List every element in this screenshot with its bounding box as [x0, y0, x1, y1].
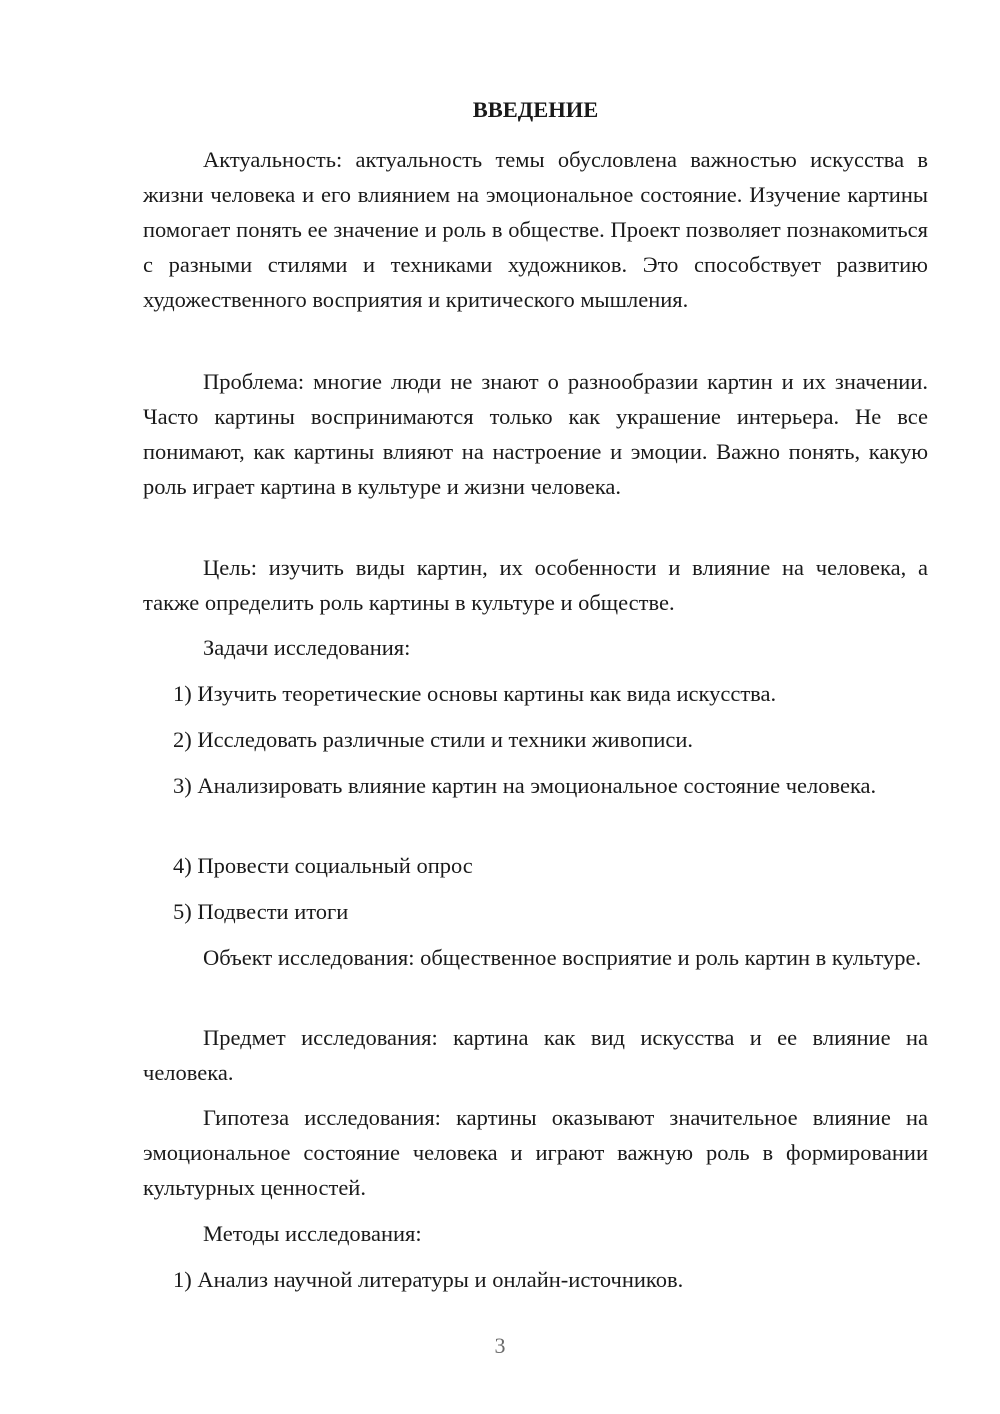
method-item: 1) Анализ научной литературы и онлайн-источников.	[173, 1267, 684, 1292]
relevance-paragraph: Актуальность: актуальность темы обусловлена важностью искусства в жизни человека и его влиянием на эмоциональное состояние. Изучение картины помогает понять ее значение и роль в обществе. Проект позволяет познакомиться с разными стилями и техниками художников. Это способствует развитию художественного восприятия и критического мышления.	[143, 147, 928, 312]
task-item: 5) Подвести итоги	[173, 899, 349, 924]
task-item: 4) Провести социальный опрос	[173, 853, 473, 878]
page-title: ВВЕДЕНИЕ	[472, 97, 599, 122]
task-item: 1) Изучить теоретические основы картины как вида искусства.	[173, 681, 777, 706]
methods-heading: Методы исследования:	[203, 1221, 422, 1246]
goal-paragraph: Цель: изучить виды картин, их особенности и влияние на человека, а также определить роль картины в культуре и обществе.	[143, 555, 928, 615]
task-item: 2) Исследовать различные стили и техники живописи.	[173, 727, 694, 752]
problem-paragraph: Проблема: многие люди не знают о разнообразии картин и их значении. Часто картины воспринимаются только как украшение интерьера. Не все понимают, как картины влияют на настроение и эмоции. Важно понять, какую роль играет картина в культуре и жизни человека.	[143, 369, 928, 499]
subject-paragraph: Предмет исследования: картина как вид искусства и ее влияние на человека.	[143, 1025, 928, 1085]
object-paragraph: Объект исследования: общественное восприятие и роль картин в культуре.	[203, 945, 922, 970]
tasks-heading: Задачи исследования:	[203, 635, 411, 660]
hypothesis-paragraph: Гипотеза исследования: картины оказывают значительное влияние на эмоциональное состояние человека и играют важную роль в формировании культурных ценностей.	[143, 1105, 928, 1200]
task-item: 3) Анализировать влияние картин на эмоциональное состояние человека.	[173, 773, 877, 798]
page-number: 3	[494, 1333, 506, 1358]
